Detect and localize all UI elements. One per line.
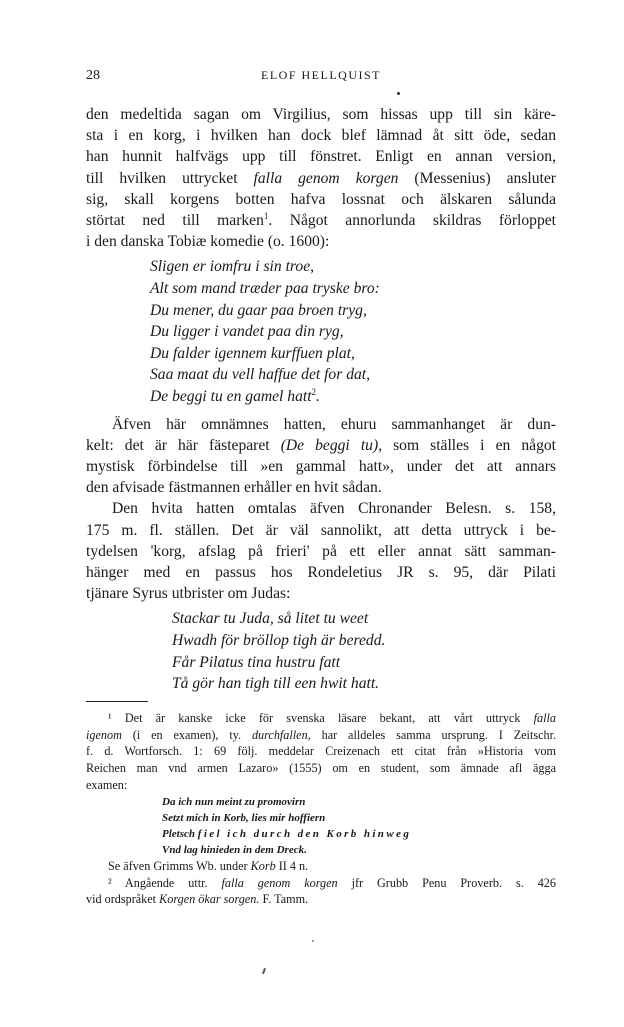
- text-line: mystisk förbindelse till »en gammal hatt», under det att annars: [86, 457, 556, 475]
- footnote-verse-line: Pletsch fiel ich durch den Korb hinweg: [162, 827, 412, 840]
- text-line: sta i en korg, i hvilken han dock blef lämnad åt sitt öde, sedan: [86, 127, 556, 145]
- verse-line: Stackar tu Juda, så litet tu weet: [172, 610, 369, 628]
- page-number: 28: [86, 68, 100, 83]
- verse-line: De beggi tu en gamel hatt$^2$.: [150, 386, 320, 405]
- footnote-line: ² Angående uttr. falla genom korgen jfr Grubb Penu Proverb. s. 426: [108, 875, 556, 890]
- paragraph-2: [86, 414, 556, 499]
- verse-line: Tå gör han tigh till een hwit hatt.: [172, 675, 380, 693]
- paragraph-1: [86, 104, 556, 252]
- footnote-line: f. d. Wortforsch. 1: 69 följ. meddelar Creizenach ett citat från »Historia vom: [86, 744, 556, 759]
- verse-2: [86, 608, 556, 694]
- text-line: han hunnit halfvägs upp till fönstret. Enligt en annan version,: [86, 148, 556, 166]
- footnote-verse-line: Vnd lag hinieden in dem Dreck.: [162, 843, 307, 856]
- page-header: [86, 68, 556, 88]
- footnote-line: examen:: [86, 777, 128, 792]
- verse-line: Hwadh för bröllop tigh är beredd.: [172, 632, 386, 649]
- text-line: Den hvita hatten omtalas äfven Chronander Belesn. s. 158,: [112, 500, 556, 518]
- print-speck: [397, 92, 400, 95]
- print-speck: [312, 940, 314, 942]
- verse-line: Du mener, du gaar paa broen tryg,: [150, 301, 367, 319]
- main-text: [86, 104, 556, 908]
- footnote-verse-line: Da ich nun meint zu promovirn: [162, 795, 306, 808]
- footnote-line: Se äfven Grimms Wb. under Korb II 4 n.: [108, 858, 309, 873]
- verse-line: Sligen er iomfru i sin troe,: [150, 258, 315, 276]
- footnote-verse-line: Setzt mich in Korb, lies mir hoffiern: [162, 811, 326, 824]
- italic-phrase: Korb: [250, 858, 276, 873]
- text-line: tjänare Syrus utbrister om Judas:: [86, 585, 291, 603]
- footnote-line: Reichen man vnd armen Lazaro» (1555) om en student, som ämnade afl ägga: [86, 761, 556, 776]
- text-line: kelt: det är här fästeparet (De beggi tu), som ställes i en något: [86, 436, 556, 454]
- text-line: hänger med en passus hos Rondeletius JR s. 95, där Pilati: [86, 564, 556, 581]
- italic-phrase: durchfallen,: [251, 727, 311, 742]
- verse-1: [86, 256, 556, 407]
- verse-line: Alt som mand træder paa tryske bro:: [150, 280, 380, 298]
- text-line: 175 m. fl. ställen. Det är väl sannolikt, att detta uttryck i be-: [86, 521, 556, 539]
- footnote-line: igenom (i en examen), ty. durchfallen, har alldeles samma ursprung. I Zeitschr.: [86, 727, 557, 742]
- text-line: den afvisade fästmannen erhåller en hvit sådan.: [86, 479, 382, 497]
- italic-phrase: igenom: [86, 727, 122, 742]
- footnote-line: vid ordspråket Korgen ökar sorgen. F. Tamm.: [86, 892, 309, 907]
- verse-line: Saa maat du vell haffue det for dat,: [150, 366, 371, 384]
- footnotes: [86, 710, 556, 908]
- italic-phrase: falla genom korgen: [253, 169, 399, 187]
- text-line: Äfven här omnämnes hatten, ehuru sammanhanget är dun-: [112, 415, 556, 433]
- text-line: tydelsen 'korg, afslag på frieri' på ett eller annat sätt samman-: [86, 542, 556, 560]
- footnote-rule: [86, 701, 148, 702]
- italic-phrase: (De beggi tu),: [280, 436, 383, 454]
- running-title: ELOF HELLQUIST: [261, 68, 381, 82]
- verse-line: Får Pilatus tina hustru fatt: [172, 653, 341, 671]
- paragraph-3: [86, 498, 556, 604]
- footnote-line: ¹ Det är kanske icke för svenska läsare bekant, att vårt uttryck falla: [108, 710, 556, 725]
- italic-phrase: Korgen ökar sorgen.: [159, 892, 260, 907]
- text-line: den medeltida sagan om Virgilius, som hissas upp till sin käre-: [86, 106, 556, 123]
- italic-phrase: falla genom korgen: [221, 875, 338, 890]
- text-line: störtat ned till marken$^1$. Något annorlunda skildras förloppet: [86, 211, 556, 230]
- print-speck: [262, 968, 266, 974]
- italic-phrase: falla: [533, 710, 556, 725]
- spaced-phrase: fiel ich durch den Korb hinweg: [197, 827, 412, 840]
- verse-line: Du falder igennem kurffuen plat,: [150, 344, 355, 362]
- footnote-ref: 2: [311, 386, 317, 397]
- verse-line: Du ligger i vandet paa din ryg,: [150, 323, 344, 341]
- text-line: sig, skall korgens botten hafva lossnat och älskaren sålunda: [86, 190, 556, 208]
- text-line: i den danska Tobiæ komedie (o. 1600):: [86, 233, 330, 251]
- text-line: till hvilken uttrycket falla genom korgen (Messenius) ansluter: [86, 169, 557, 187]
- footnote-ref: 1: [263, 211, 269, 222]
